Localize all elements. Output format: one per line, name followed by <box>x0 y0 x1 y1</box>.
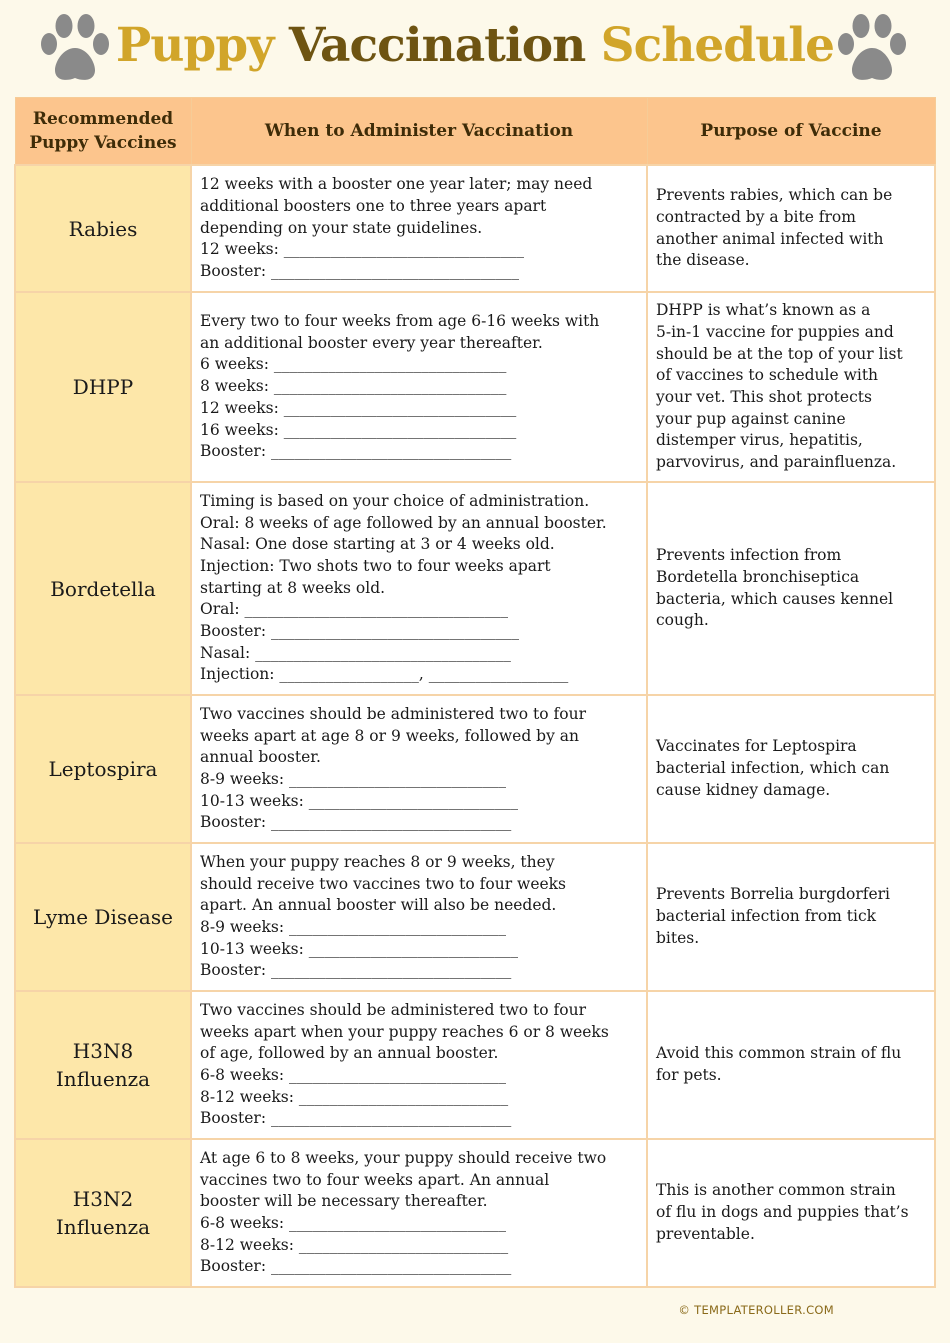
schedule-line: Booster: _______________________________ <box>200 442 512 461</box>
purpose-line: bites. <box>656 928 700 947</box>
schedule-line: When your puppy reaches 8 or 9 weeks, they <box>200 852 555 871</box>
schedule-line: Nasal: One dose starting at 3 or 4 weeks old. <box>200 535 555 554</box>
vaccine-name: H3N2 Influenza <box>15 1139 191 1287</box>
vaccine-name: Rabies <box>15 165 191 292</box>
schedule-line: weeks apart when your puppy reaches 6 or 8 weeks <box>200 1022 609 1041</box>
purpose-line: bacterial infection, which can <box>656 759 890 778</box>
vaccine-purpose <box>647 991 935 1139</box>
schedule-line: 10-13 weeks: ___________________________ <box>200 791 518 810</box>
table-row-h3n8-influenza <box>15 991 935 1139</box>
schedule-line: booster will be necessary thereafter. <box>200 1192 488 1211</box>
vaccination-schedule-table <box>14 97 936 1288</box>
schedule-line: Booster: ________________________________ <box>200 262 519 281</box>
page-title <box>0 16 950 76</box>
table-row-leptospira <box>15 695 935 843</box>
schedule-line: apart. An annual booster will also be needed. <box>200 896 557 915</box>
schedule-line: 16 weeks: ______________________________ <box>200 420 517 439</box>
vaccine-name: Lyme Disease <box>15 843 191 991</box>
schedule-line: should receive two vaccines two to four weeks <box>200 874 567 893</box>
purpose-line: of vaccines to schedule with <box>656 366 879 385</box>
schedule-line: Two vaccines should be administered two to four <box>200 1000 586 1019</box>
schedule-line: starting at 8 weeks old. <box>200 578 386 597</box>
schedule-line: Nasal: _________________________________ <box>200 643 511 662</box>
schedule-line: of age, followed by an annual booster. <box>200 1044 499 1063</box>
schedule-line: 12 weeks: _______________________________ <box>200 240 525 259</box>
schedule-line: Timing is based on your choice of administration. <box>200 491 590 510</box>
vaccine-name: H3N8 Influenza <box>15 991 191 1139</box>
vaccine-purpose <box>647 843 935 991</box>
schedule-line: depending on your state guidelines. <box>200 218 483 237</box>
schedule-line: 8-9 weeks: ____________________________ <box>200 918 506 936</box>
schedule-line: an additional booster every year thereafter. <box>200 333 543 352</box>
footer-credit: © TEMPLATEROLLER.COM <box>678 1303 834 1317</box>
vaccine-purpose <box>647 695 935 843</box>
schedule-line: additional boosters one to three years apart <box>200 196 547 215</box>
schedule-line: 6 weeks: ______________________________ <box>200 355 507 374</box>
purpose-line: your pup against canine <box>656 409 846 428</box>
schedule-line: 8 weeks: ______________________________ <box>200 377 507 396</box>
schedule-line: 6-8 weeks: ____________________________ <box>200 1214 506 1232</box>
title-word-vaccination: Vaccination <box>288 18 586 73</box>
page-header <box>0 0 950 96</box>
schedule-line: 6-8 weeks: ____________________________ <box>200 1066 506 1084</box>
vaccine-name: DHPP <box>15 292 191 482</box>
table-row-h3n2-influenza <box>15 1139 935 1287</box>
purpose-line: of flu in dogs and puppies that’s <box>656 1203 909 1222</box>
table-row-bordetella <box>15 482 935 695</box>
vaccine-purpose <box>647 165 935 292</box>
purpose-line: bacterial infection from tick <box>656 907 877 926</box>
table-header-row <box>15 98 935 166</box>
purpose-line: cough. <box>656 611 709 630</box>
schedule-line: 8-12 weeks: ___________________________ <box>200 1087 509 1106</box>
purpose-line: for pets. <box>656 1066 722 1084</box>
purpose-line: Prevents infection from <box>656 546 842 565</box>
schedule-line: annual booster. <box>200 748 321 767</box>
purpose-line: This is another common strain <box>656 1181 896 1200</box>
header-recommended-vaccines: Recommended Puppy Vaccines <box>15 98 191 166</box>
administration-schedule <box>191 843 647 991</box>
schedule-line: Two vaccines should be administered two to four <box>200 704 586 723</box>
purpose-line: the disease. <box>656 251 750 270</box>
purpose-line: another animal infected with <box>656 229 884 248</box>
purpose-line: preventable. <box>656 1224 755 1243</box>
administration-schedule <box>191 482 647 695</box>
purpose-line: 5-in-1 vaccine for puppies and <box>656 322 894 341</box>
schedule-line: Every two to four weeks from age 6-16 weeks with <box>200 312 600 331</box>
schedule-line: Injection: __________________, __________________ <box>200 665 569 684</box>
schedule-line: Booster: _______________________________ <box>200 1257 512 1276</box>
schedule-line: Oral: 8 weeks of age followed by an annual booster. <box>200 513 607 532</box>
purpose-line: Prevents rabies, which can be <box>656 186 893 205</box>
administration-schedule <box>191 991 647 1139</box>
purpose-line: Vaccinates for Leptospira <box>656 737 857 756</box>
schedule-line: weeks apart at age 8 or 9 weeks, followed by an <box>200 726 580 745</box>
vaccine-purpose <box>647 482 935 695</box>
schedule-line: Booster: _______________________________ <box>200 1109 512 1128</box>
title-word-puppy: Puppy <box>115 18 274 73</box>
schedule-line: Injection: Two shots two to four weeks apart <box>200 556 551 575</box>
purpose-line: DHPP is what’s known as a <box>656 301 871 320</box>
vaccine-name: Bordetella <box>15 482 191 695</box>
table-row-dhpp <box>15 292 935 482</box>
administration-schedule <box>191 292 647 482</box>
table-row-rabies <box>15 165 935 292</box>
schedule-line: 8-9 weeks: ____________________________ <box>200 770 506 788</box>
purpose-line: distemper virus, hepatitis, <box>656 431 863 450</box>
purpose-line: Bordetella bronchiseptica <box>656 567 860 586</box>
purpose-line: Prevents Borrelia burgdorferi <box>656 885 891 904</box>
schedule-line: 12 weeks with a booster one year later; may need <box>200 175 593 194</box>
table-row-lyme-disease <box>15 843 935 991</box>
title-word-schedule: Schedule <box>600 18 835 73</box>
schedule-line: 10-13 weeks: ___________________________ <box>200 939 518 958</box>
purpose-line: cause kidney damage. <box>656 780 831 799</box>
header-when-to-administer: When to Administer Vaccination <box>191 98 647 166</box>
schedule-line: 8-12 weeks: ___________________________ <box>200 1235 509 1254</box>
paw-print-icon <box>832 10 912 90</box>
vaccine-purpose <box>647 292 935 482</box>
purpose-line: contracted by a bite from <box>656 207 856 226</box>
purpose-line: parvovirus, and parainfluenza. <box>656 453 897 472</box>
purpose-line: Avoid this common strain of flu <box>656 1044 902 1063</box>
schedule-line: Booster: _______________________________ <box>200 813 512 832</box>
purpose-line: should be at the top of your list <box>656 344 903 363</box>
schedule-line: Booster: ________________________________ <box>200 622 519 641</box>
purpose-line: your vet. This shot protects <box>656 388 872 406</box>
header-purpose: Purpose of Vaccine <box>647 98 935 166</box>
administration-schedule <box>191 1139 647 1287</box>
schedule-line: At age 6 to 8 weeks, your puppy should receive two <box>200 1148 607 1167</box>
administration-schedule <box>191 165 647 292</box>
schedule-line: vaccines two to four weeks apart. An annual <box>200 1170 550 1189</box>
schedule-line: 12 weeks: ______________________________ <box>200 398 517 417</box>
vaccine-purpose <box>647 1139 935 1287</box>
schedule-line: Oral: __________________________________ <box>200 600 508 619</box>
administration-schedule <box>191 695 647 843</box>
vaccine-name: Leptospira <box>15 695 191 843</box>
purpose-line: bacteria, which causes kennel <box>656 589 894 608</box>
schedule-line: Booster: _______________________________ <box>200 961 512 980</box>
